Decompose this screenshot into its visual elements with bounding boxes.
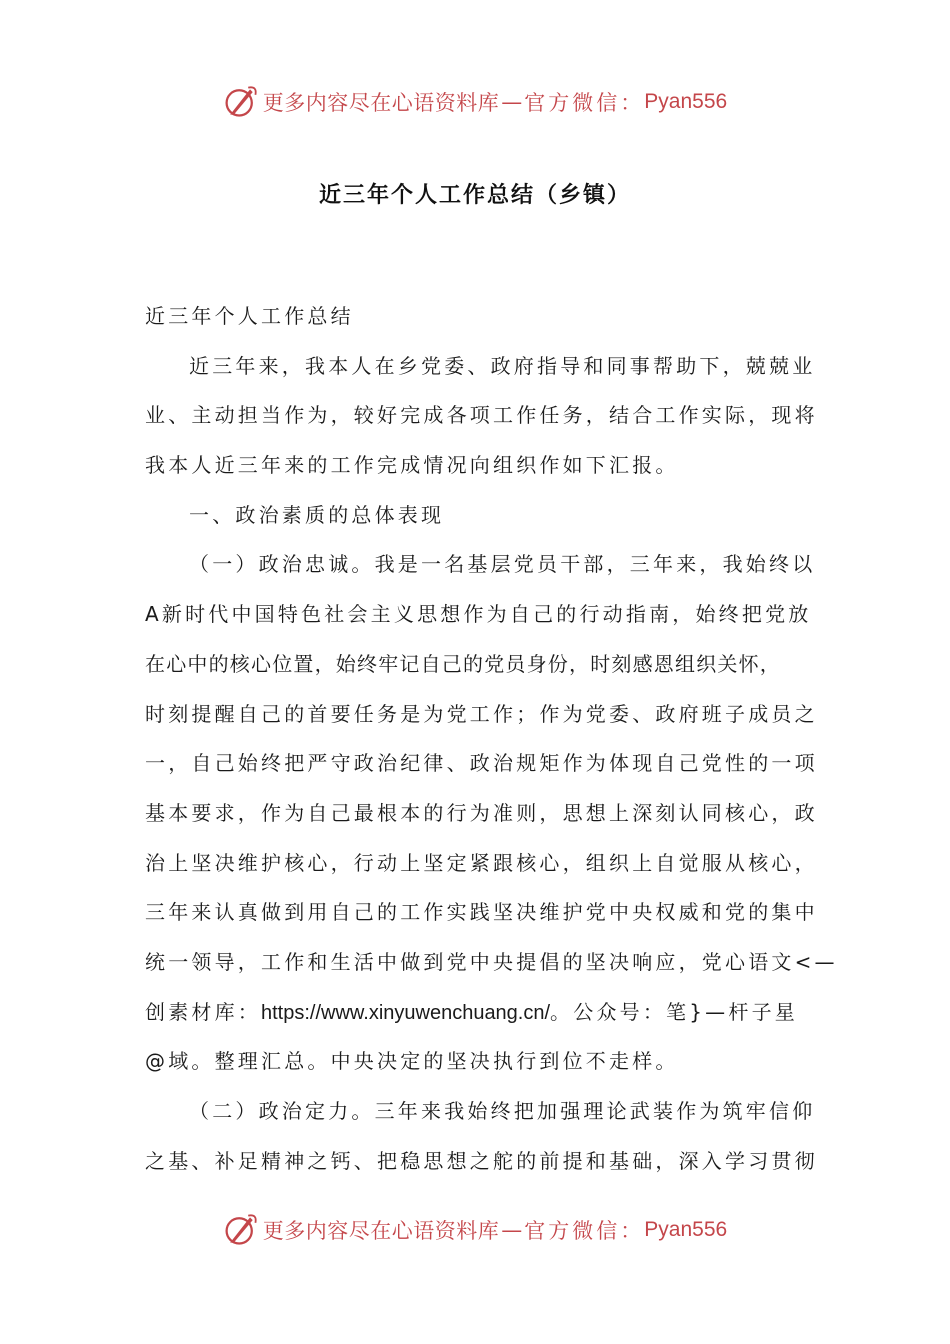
website-url-link[interactable]: https://www.xinyuwenchuang.cn/ [261,1001,551,1024]
banner-wechat-label: 官方微信： [524,1219,645,1243]
paragraph-line: 近三年来，我本人在乡党委、政府指导和同事帮助下，兢兢业 [189,353,816,378]
paragraph-line: 三年来认真做到用自己的工作实践坚决维护党中央权威和党的集中 [145,900,818,925]
banner-separator: — [501,1218,523,1242]
banner-text: 更多内容尽在心语资料库 [262,91,500,115]
banner-text: 更多内容尽在心语资料库 [262,1219,500,1243]
paragraph-line: 业、主动担当作为，较好完成各项工作任务，结合工作实际，现将 [145,403,818,428]
paragraph-line: 之基、补足精神之钙、把稳思想之舵的前提和基础，深入学习贯彻 [145,1148,818,1173]
paragraph-line: 统一领导，工作和生活中做到党中央提倡的坚决响应，党心语文<— [145,949,838,974]
paragraph-line: （一）政治忠诚。我是一名基层党员干部，三年来，我始终以 [189,552,816,577]
paragraph-line: 基本要求，作为自己最根本的行为准则，思想上深刻认同核心，政 [145,800,818,825]
banner-wechat-label: 官方微信： [524,91,645,115]
paragraph-line: 一，自己始终把严守政治纪律、政治规矩作为体现自己党性的一项 [145,751,818,776]
quill-logo-icon [223,84,259,120]
header-banner [0,80,950,124]
paragraph-line: 时刻提醒自己的首要任务是为党工作；作为党委、政府班子成员之 [145,701,818,726]
footer-banner [0,1208,950,1252]
banner-wechat-id: Pyan556 [644,90,728,113]
subsection-heading: 一、政治素质的总体表现 [189,502,445,527]
paragraph-line: 我本人近三年来的工作完成情况向组织作如下汇报。 [145,453,679,478]
document-title: 近三年个人工作总结（乡镇） [318,183,631,208]
quill-logo-icon [223,1212,259,1248]
paragraph-line: 治上坚决维护核心，行动上坚定紧跟核心，组织上自觉服从核心， [145,850,818,875]
line-suffix: 。公众号：笔}—杆子星 [550,999,798,1024]
paragraph-line-with-link [145,988,810,1038]
banner-wechat-id: Pyan556 [644,1218,728,1241]
paragraph-line: 在心中的核心位置，始终牢记自己的党员身份，时刻感恩组织关怀， [145,651,781,676]
paragraph-line: A新时代中国特色社会主义思想作为自己的行动指南，始终把党放 [145,602,812,627]
document-body [145,292,838,1186]
paragraph-line: （二）政治定力。三年来我始终把加强理论武装作为筑牢信仰 [189,1099,816,1123]
paragraph-line: @域。整理汇总。中央决定的坚决执行到位不走样。 [145,1049,679,1074]
section-heading: 近三年个人工作总结 [145,304,354,328]
banner-separator: — [501,90,523,114]
line-prefix: 创素材库： [145,999,261,1024]
